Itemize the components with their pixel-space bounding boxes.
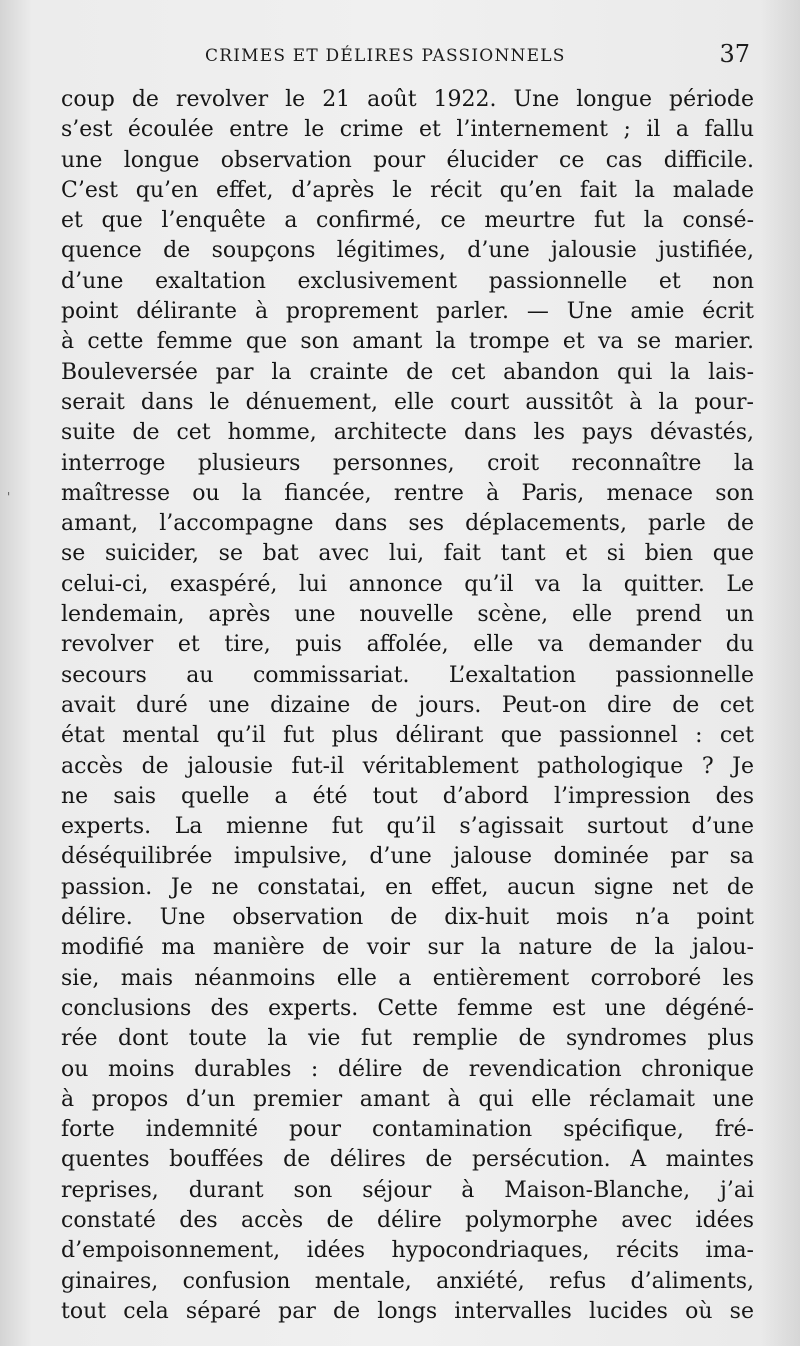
- text-line: maîtresse ou la fiancée, rentre à Paris, menace son: [61, 480, 754, 506]
- text-line: d’une exaltation exclusivement passionnelle et non: [61, 268, 754, 294]
- text-line: passion. Je ne constatai, en effet, aucun signe net de: [61, 874, 754, 900]
- body-text: [61, 85, 754, 1327]
- text-line: secours au commissariat. L’exaltation passionnelle: [61, 662, 754, 688]
- text-line: tout cela séparé par de longs intervalles lucides où se: [61, 1298, 754, 1324]
- text-line: délire. Une observation de dix-huit mois n’a point: [61, 905, 754, 931]
- text-line: serait dans le dénuement, elle court aussitôt à la pour-: [61, 389, 754, 415]
- text-line: quentes bouffées de délires de persécution. A maintes: [61, 1147, 754, 1173]
- page-header: [60, 40, 752, 72]
- text-line: déséquilibrée impulsive, d’une jalouse dominée par sa: [61, 844, 754, 870]
- text-line: conclusions des experts. Cette femme est une dégéné-: [61, 995, 754, 1021]
- margin-mark: ': [7, 490, 11, 504]
- text-line: reprises, durant son séjour à Maison-Blanche, j’ai: [61, 1177, 754, 1203]
- text-line: rée dont toute la vie fut remplie de syndromes plus: [61, 1026, 754, 1052]
- text-line: suite de cet homme, architecte dans les pays dévastés,: [61, 420, 754, 446]
- text-line: se suicider, se bat avec lui, fait tant et si bien que: [61, 541, 754, 567]
- text-line: accès de jalousie fut-il véritablement pathologique ? Je: [61, 753, 754, 779]
- text-line: C’est qu’en effet, d’après le récit qu’en fait la malade: [61, 177, 754, 203]
- text-line: à propos d’un premier amant à qui elle réclamait une: [61, 1086, 754, 1112]
- page-number: 37: [719, 40, 750, 68]
- text-line: ne sais quelle a été tout d’abord l’impression des: [61, 783, 754, 809]
- text-line: d’empoisonnement, idées hypocondriaques, récits ima-: [61, 1238, 754, 1264]
- text-line: une longue observation pour élucider ce cas difficile.: [61, 147, 754, 173]
- text-line: experts. La mienne fut qu’il s’agissait surtout d’une: [61, 814, 754, 840]
- text-line: et que l’enquête a confirmé, ce meurtre fut la consé-: [61, 208, 754, 234]
- text-line: modifié ma manière de voir sur la nature de la jalou-: [61, 935, 754, 961]
- running-title: CRIMES ET DÉLIRES PASSIONNELS: [205, 46, 566, 66]
- text-line: coup de revolver le 21 août 1922. Une longue période: [61, 87, 754, 112]
- text-line: ginaires, confusion mentale, anxiété, refus d’aliments,: [61, 1268, 754, 1294]
- text-line: interroge plusieurs personnes, croit reconnaître la: [61, 450, 754, 476]
- text-line: état mental qu’il fut plus délirant que passionnel : cet: [61, 723, 754, 749]
- text-line: Bouleversée par la crainte de cet abandon qui la lais-: [61, 359, 754, 385]
- text-line: lendemain, après une nouvelle scène, elle prend un: [61, 602, 754, 628]
- text-line: à cette femme que son amant la trompe et va se marier.: [61, 329, 754, 355]
- text-line: revolver et tire, puis affolée, elle va demander du: [61, 632, 754, 658]
- text-line: celui-ci, exaspéré, lui annonce qu’il va la quitter. Le: [61, 571, 754, 597]
- text-line: constaté des accès de délire polymorphe avec idées: [61, 1207, 754, 1233]
- text-line: s’est écoulée entre le crime et l’internement ; il a fallu: [61, 117, 754, 143]
- text-line: point délirante à proprement parler. — Une amie écrit: [61, 299, 754, 325]
- text-line: amant, l’accompagne dans ses déplacements, parle de: [61, 511, 754, 537]
- text-line: forte indemnité pour contamination spécifique, fré-: [61, 1117, 754, 1143]
- text-line: ou moins durables : délire de revendication chronique: [61, 1056, 754, 1082]
- text-line: avait duré une dizaine de jours. Peut-on dire de cet: [61, 692, 754, 718]
- text-line: quence de soupçons légitimes, d’une jalousie justifiée,: [61, 238, 754, 264]
- text-line: sie, mais néanmoins elle a entièrement corroboré les: [61, 965, 754, 991]
